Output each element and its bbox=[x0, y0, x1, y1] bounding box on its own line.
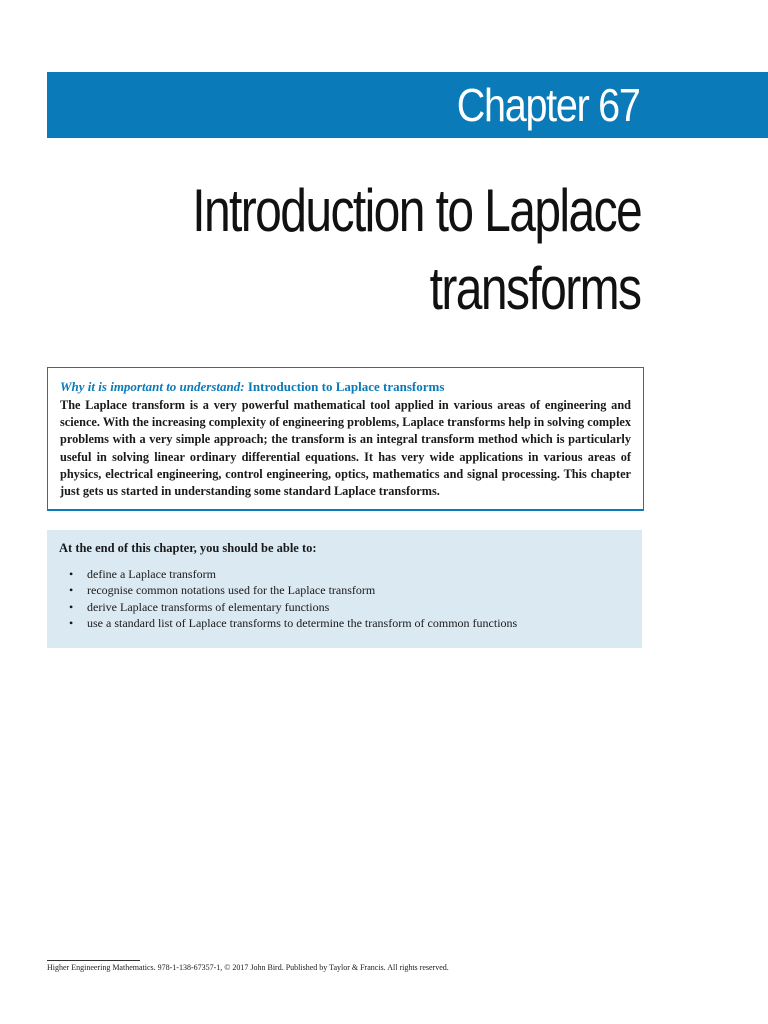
why-important-heading bbox=[60, 378, 631, 395]
objective-text: recognise common notations used for the Laplace transform bbox=[87, 583, 376, 598]
objective-text: define a Laplace transform bbox=[87, 567, 216, 581]
chapter-title-line-2: transforms bbox=[429, 255, 640, 322]
list-item bbox=[59, 582, 630, 598]
chapter-title bbox=[80, 172, 640, 328]
why-important-lead: Why it is important to understand: bbox=[60, 379, 245, 394]
list-item bbox=[59, 599, 630, 615]
objective-text: derive Laplace transforms of elementary functions bbox=[87, 599, 330, 614]
list-item bbox=[59, 615, 630, 631]
bullet-icon: • bbox=[69, 567, 74, 581]
bullet-icon: • bbox=[69, 615, 74, 630]
learning-objectives-heading: At the end of this chapter, you should be able to: bbox=[59, 541, 317, 555]
learning-objectives-list bbox=[59, 566, 630, 631]
chapter-banner bbox=[47, 72, 768, 138]
why-important-body: The Laplace transform is a very powerful mathematical tool applied in various areas of engineering and science. With the increasing complexity of engineering problems, Laplace transforms help in solving complex problems with a very simple approach; the transform is an integral transform method which is particularly useful in solving linear ordinary differential equations. It has very wide applications in various areas of physics, electrical engineering, control engineering, optics, mathematics and signal processing. This chapter just gets us started in understanding some standard Laplace transforms. bbox=[60, 398, 631, 499]
objective-text: use a standard list of Laplace transforms to determine the transform of common functions bbox=[87, 615, 518, 630]
bullet-icon: • bbox=[69, 599, 74, 614]
why-important-box bbox=[47, 367, 644, 511]
footnote-rule bbox=[47, 960, 140, 961]
why-important-topic: Introduction to Laplace transforms bbox=[247, 379, 445, 394]
chapter-title-line-1: Introduction to Laplace bbox=[192, 177, 642, 244]
chapter-label: Chapter 67 bbox=[457, 79, 640, 131]
list-item bbox=[59, 566, 630, 582]
footnote: Higher Engineering Mathematics. 978-1-138-67357-1, © 2017 John Bird. Published by Taylor & Francis. All rights reserved. bbox=[47, 963, 449, 972]
bullet-icon: • bbox=[69, 583, 74, 598]
learning-objectives-box bbox=[47, 530, 642, 648]
